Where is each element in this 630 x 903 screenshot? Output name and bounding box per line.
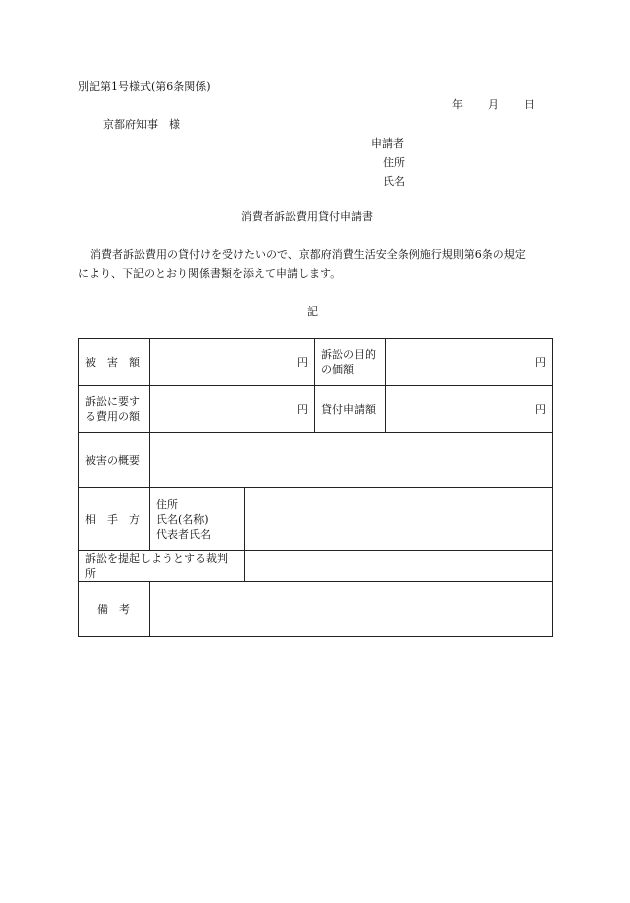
form-number: 別記第1号様式(第6条関係) [78,80,211,93]
overview-label: 被害の概要 [79,433,150,488]
remarks-label: 備 考 [79,582,150,637]
document-title: 消費者訴訟費用貸付申請書 [241,210,373,223]
opponent-label: 相 手 方 [79,488,150,551]
loan-amount-field[interactable] [386,386,553,433]
date-year: 年 [452,98,463,111]
row-opponent [79,488,553,551]
loan-label: 貸付申請額 [315,386,386,433]
row-damage [79,339,553,386]
purpose-value-field[interactable] [386,339,553,386]
yen-unit: 円 [297,355,308,369]
applicant-name: 氏名 [383,175,405,188]
date-day: 日 [524,98,535,111]
yen-unit: 円 [297,402,308,416]
addressee: 京都府知事 様 [103,118,180,131]
application-table [78,338,553,637]
purpose-value-label: 訴訟の目的 の価額 [315,339,386,386]
ki-heading: 記 [307,305,318,318]
opponent-fields-labels [150,488,245,551]
date-month: 月 [488,98,499,111]
row-remarks [79,582,553,637]
court-label: 訴訟を提起しようとする裁判所 [79,551,245,582]
overview-field[interactable] [150,433,553,488]
row-cost [79,386,553,433]
opponent-rep-label: 代表者氏名 [156,527,211,541]
body-line-2: により、下記のとおり関係書類を添えて申請します。 [78,267,342,280]
cost-label: 訴訟に要す る費用の額 [79,386,150,433]
yen-unit: 円 [535,402,546,416]
row-overview [79,433,553,488]
damage-label: 被 害 額 [79,339,150,386]
opponent-address-label: 住所 [156,497,178,511]
cost-amount-field[interactable] [150,386,315,433]
applicant-address: 住所 [383,156,405,169]
damage-amount-field[interactable] [150,339,315,386]
opponent-name-label: 氏名(名称) [156,512,209,526]
opponent-field[interactable] [245,488,553,551]
applicant-label: 申請者 [371,137,404,150]
remarks-field[interactable] [150,582,553,637]
row-court [79,551,553,582]
court-field[interactable] [245,551,553,582]
yen-unit: 円 [535,355,546,369]
body-line-1: 消費者訴訟費用の貸付けを受けたいので、京都府消費生活安全条例施行規則第6条の規定 [90,248,526,261]
